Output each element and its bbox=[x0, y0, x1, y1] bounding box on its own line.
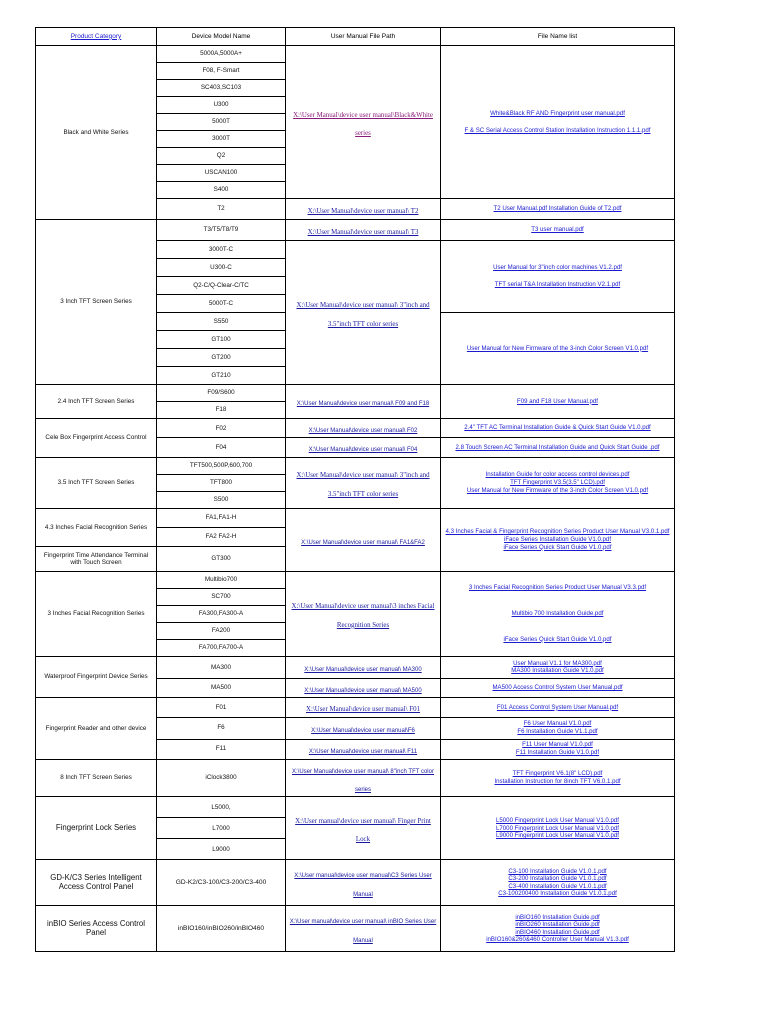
file-link[interactable]: inBIO260 Installation Guide.pdf bbox=[515, 921, 600, 929]
device-cell: F08, F-Smart bbox=[157, 63, 286, 80]
device-cell: GT100 bbox=[157, 331, 286, 349]
device-cell: GD-K2/C3-100/C3-200/C3-400 bbox=[157, 860, 286, 906]
path-link[interactable]: X:\User Manual\device user manual\ T2 bbox=[307, 207, 419, 215]
file-link[interactable]: F01 Access Control System User Manual.pdf bbox=[496, 703, 619, 711]
path-cell[interactable] bbox=[286, 698, 441, 717]
header-row bbox=[36, 28, 675, 46]
file-list-cell bbox=[441, 739, 675, 759]
device-cell: iClock3800 bbox=[157, 759, 286, 797]
header-device-model-name: Device Model Name bbox=[157, 28, 286, 46]
device-cell: Q2-C/Q-Clear-C/TC bbox=[157, 277, 286, 295]
category-cele-box: Cele Box Fingerprint Access Control bbox=[36, 419, 157, 458]
device-cell: Multibio700 bbox=[157, 571, 286, 588]
file-list-cell bbox=[441, 313, 675, 385]
device-cell: U300-C bbox=[157, 259, 286, 277]
file-list-cell bbox=[441, 759, 675, 797]
path-cell[interactable] bbox=[286, 860, 441, 906]
path-link[interactable]: X:\User Manual\device user manual\ 3"inch and 3.5"inch TFT color series bbox=[296, 472, 430, 498]
device-cell: USCAN100 bbox=[157, 165, 286, 182]
file-link[interactable]: F11 Installation Guide V1.0.pdf bbox=[515, 749, 600, 757]
device-cell: F01 bbox=[157, 698, 286, 717]
path-link[interactable]: X:\User Manual\device user manual\Black&White series bbox=[293, 111, 433, 137]
device-cell: L7000 bbox=[157, 818, 286, 839]
device-cell: F18 bbox=[157, 402, 286, 419]
category-fingerprint-lock: Fingerprint Lock Series bbox=[36, 797, 157, 860]
category-waterproof: Waterproof Fingerprint Device Series bbox=[36, 656, 157, 697]
device-cell: F09/S600 bbox=[157, 385, 286, 402]
path-cell[interactable] bbox=[286, 571, 441, 656]
file-list-cell bbox=[441, 438, 675, 457]
file-list-cell bbox=[441, 220, 675, 241]
file-link[interactable]: L5000 Fingerprint Lock User Manual V1.0.pdf bbox=[496, 816, 619, 824]
path-cell[interactable] bbox=[286, 241, 441, 385]
header-product-category[interactable]: Product Category bbox=[36, 28, 157, 46]
device-cell: S400 bbox=[157, 182, 286, 199]
device-cell: GT200 bbox=[157, 349, 286, 367]
device-cell: SC700 bbox=[157, 588, 286, 605]
file-link[interactable]: Installation Guide for color access control devices.pdf bbox=[485, 471, 630, 479]
path-cell[interactable] bbox=[286, 797, 441, 860]
category-3-inch-facial: 3 Inches Facial Recognition Series bbox=[36, 571, 157, 656]
category-3-inch-tft: 3 Inch TFT Screen Series bbox=[36, 220, 157, 385]
file-link[interactable]: 4.3 Inches Facial & Fingerprint Recognition Series Product User Manual V3.0.1.pdf bbox=[445, 528, 670, 536]
path-cell[interactable] bbox=[286, 508, 441, 571]
file-link[interactable]: MA500 Access Control System User Manual.pdf bbox=[492, 684, 623, 692]
file-list-cell bbox=[441, 46, 675, 199]
device-cell: TFT800 bbox=[157, 474, 286, 491]
file-list-cell bbox=[441, 241, 675, 313]
category-2-4-inch-tft: 2.4 Inch TFT Screen Series bbox=[36, 385, 157, 419]
file-link[interactable]: Installation Instruction for 8inch TFT V6.0.1.pdf bbox=[494, 777, 621, 785]
file-link[interactable]: inBIO160 Installation Guide.pdf bbox=[515, 913, 600, 921]
path-link[interactable]: X:\User manual\device user manual\C3 Series User Manual bbox=[294, 873, 432, 898]
device-cell: inBIO160/inBIO260/inBIO460 bbox=[157, 906, 286, 952]
file-list-cell bbox=[441, 656, 675, 678]
file-link[interactable]: White&Black RF AND Fingerprint user manual.pdf bbox=[490, 109, 625, 117]
path-link[interactable]: X:\User Manual\device user manual\ 3"inch and 3.5"inch TFT color series bbox=[296, 302, 430, 328]
file-link[interactable]: Multibio 700 Installation Guide.pdf bbox=[511, 609, 604, 617]
file-link[interactable]: F & SC Serial Access Control Station Installation Instruction 1.1.1.pdf bbox=[464, 126, 651, 134]
device-cell: FA300,FA300-A bbox=[157, 605, 286, 622]
device-cell: L9000 bbox=[157, 839, 286, 860]
device-cell: FA1,FA1-H bbox=[157, 508, 286, 527]
path-link[interactable]: X:\User Manual\device user manual\ F11 bbox=[308, 748, 418, 755]
header-user-manual-file-path: User Manual File Path bbox=[286, 28, 441, 46]
path-cell[interactable] bbox=[286, 457, 441, 508]
file-list-cell bbox=[441, 385, 675, 419]
file-list-cell bbox=[441, 797, 675, 860]
file-link[interactable]: inBIO460 Installation Guide.pdf bbox=[515, 928, 600, 936]
file-list-cell bbox=[441, 717, 675, 739]
device-cell: 5000A,5000A+ bbox=[157, 46, 286, 63]
file-link[interactable]: L9000 Fingerprint Lock User Manual V1.0.pdf bbox=[496, 832, 619, 840]
file-link[interactable]: L7000 Fingerprint Lock User Manual V1.0.pdf bbox=[496, 824, 619, 832]
file-link[interactable]: TFT serial T&A Installation Instruction V2.1.pdf bbox=[494, 281, 621, 288]
path-link[interactable]: X:\User Manual\device user manual\ F04 bbox=[308, 447, 418, 454]
category-inbio: inBIO Series Access Control Panel bbox=[36, 906, 157, 952]
file-link[interactable]: iFace Series Quick Start Guide V1.0.pdf bbox=[503, 543, 612, 551]
path-cell[interactable] bbox=[286, 46, 441, 199]
device-cell: L5000, bbox=[157, 797, 286, 818]
device-cell: Q2 bbox=[157, 148, 286, 165]
path-cell[interactable] bbox=[286, 759, 441, 797]
file-list-cell bbox=[441, 906, 675, 952]
file-link[interactable]: C3-200 Installation Guide V1.0.1.pdf bbox=[508, 875, 607, 883]
path-link[interactable]: X:\User manual\device user manual\ Finger Print Lock bbox=[295, 817, 431, 844]
device-cell: FA2 FA2-H bbox=[157, 527, 286, 546]
device-cell: TFT500,500P,600,700 bbox=[157, 457, 286, 474]
file-link[interactable]: T2 User Manual.pdf Installation Guide of T2.pdf bbox=[493, 205, 622, 213]
file-link[interactable]: F6 Installation Guide V1.1.pdf bbox=[517, 728, 598, 736]
file-link[interactable]: TFT Fingerprint V6.1(8" LCD).pdf bbox=[512, 770, 603, 778]
file-link[interactable]: 3 Inches Facial Recognition Series Product User Manual V3.3.pdf bbox=[468, 584, 647, 592]
file-link[interactable]: User Manual for 3"inch color machines V1.2.pdf bbox=[493, 264, 622, 272]
device-cell: FA700,FA700-A bbox=[157, 639, 286, 656]
file-link[interactable]: User Manual for New Firmware of the 3-inch Color Screen V1.0.pdf bbox=[466, 344, 649, 352]
path-cell[interactable] bbox=[286, 906, 441, 952]
path-cell[interactable] bbox=[286, 385, 441, 419]
device-cell: 5000T bbox=[157, 114, 286, 131]
file-link[interactable]: C3-100200400 Installation Guide V1.0.1.pdf bbox=[498, 890, 617, 898]
file-list-cell bbox=[441, 508, 675, 571]
device-cell: 3000T-C bbox=[157, 241, 286, 259]
device-cell: GT300 bbox=[157, 546, 286, 571]
path-link[interactable]: X:\User Manual\device user manual\ F09 and F18 bbox=[296, 401, 430, 408]
category-4-3-inch-facial: 4.3 Inches Facial Recognition Series bbox=[36, 508, 157, 546]
path-link[interactable]: X:\User Manual\device user manual\3 inches Facial Recognition Series bbox=[291, 603, 435, 629]
path-cell[interactable] bbox=[286, 739, 441, 759]
path-link[interactable]: X:\User Manual\device user manual\ T3 bbox=[307, 228, 419, 236]
category-gd-k-c3: GD-K/C3 Series Intelligent Access Control Panel bbox=[36, 860, 157, 906]
file-link[interactable]: iFace Series Quick Start Guide V1.0.pdf bbox=[503, 635, 612, 643]
device-cell: MA300 bbox=[157, 656, 286, 678]
file-list-cell bbox=[441, 419, 675, 438]
category-8-inch-tft: 8 Inch TFT Screen Series bbox=[36, 759, 157, 797]
path-cell[interactable] bbox=[286, 656, 441, 678]
file-link[interactable]: T3 user manual.pdf bbox=[531, 226, 584, 234]
file-link[interactable]: User Manual V1.1 for MA300.pdf bbox=[513, 659, 602, 667]
user-manual-index-table bbox=[35, 27, 675, 952]
file-link[interactable]: inBIO160&260&460 Controller User Manual V1.3.pdf bbox=[486, 936, 629, 944]
path-link[interactable]: X:\User Manual\device user manual\ F01 bbox=[305, 706, 421, 714]
device-cell: F04 bbox=[157, 438, 286, 457]
file-link[interactable]: iFace Series Installation Guide V1.0.pdf bbox=[503, 535, 612, 543]
device-cell: S500 bbox=[157, 491, 286, 508]
path-link[interactable]: X:\User Manual\device user manual\ 8"inch TFT color series bbox=[292, 768, 434, 793]
header-file-name-list: File Name list bbox=[441, 28, 675, 46]
path-cell[interactable] bbox=[286, 419, 441, 438]
file-link[interactable]: F09 and F18 User Manual.pdf bbox=[517, 397, 598, 405]
device-cell: S550 bbox=[157, 313, 286, 331]
path-link[interactable]: X:\User Manual\device user manual\ FA1&FA2 bbox=[301, 539, 425, 546]
path-cell[interactable] bbox=[286, 220, 441, 241]
path-link[interactable]: X:\User Manual\device user manual\F6 bbox=[311, 727, 415, 734]
device-cell: MA500 bbox=[157, 678, 286, 697]
file-list-cell bbox=[441, 698, 675, 717]
path-link[interactable]: X:\User Manual\device user manual\ F02 bbox=[308, 428, 418, 434]
file-link[interactable]: MA300 Installation Guide V1.0.pdf bbox=[511, 667, 604, 675]
file-link[interactable]: F11 User Manual V1.0.pdf bbox=[522, 741, 593, 749]
file-list-cell bbox=[441, 860, 675, 906]
category-fingerprint-reader: Fingerprint Reader and other device bbox=[36, 698, 157, 759]
path-cell[interactable] bbox=[286, 717, 441, 739]
file-link[interactable]: TFT Fingerprint V3.5(3.5" LCD).pdf bbox=[510, 478, 605, 486]
device-cell: F11 bbox=[157, 739, 286, 759]
device-cell: U300 bbox=[157, 97, 286, 114]
device-cell: T3/T5/T8/T9 bbox=[157, 220, 286, 241]
path-link[interactable]: X:\User Manual\device user manual\ MA300 bbox=[304, 667, 422, 674]
device-cell: 5000T-C bbox=[157, 295, 286, 313]
path-link[interactable]: X:\User Manual\device user manual\ MA500 bbox=[304, 687, 422, 694]
device-cell: GT210 bbox=[157, 367, 286, 385]
category-3-5-inch-tft: 3.5 Inch TFT Screen Series bbox=[36, 457, 157, 508]
category-black-white: Black and White Series bbox=[36, 46, 157, 220]
file-list-cell bbox=[441, 678, 675, 697]
file-list-cell bbox=[441, 199, 675, 220]
path-cell[interactable] bbox=[286, 199, 441, 220]
path-cell[interactable] bbox=[286, 438, 441, 457]
file-link[interactable]: F6 User Manual V1.0.pdf bbox=[523, 720, 592, 728]
device-cell: 3000T bbox=[157, 131, 286, 148]
category-gt300-touch-screen: Fingerprint Time Attendance Terminal with Touch Screen bbox=[36, 546, 157, 571]
file-list-cell bbox=[441, 571, 675, 656]
device-cell: FA200 bbox=[157, 622, 286, 639]
device-cell: F6 bbox=[157, 717, 286, 739]
file-link[interactable]: 2.4" TFT AC Terminal Installation Guide & Quick Start Guide V1.0.pdf bbox=[464, 424, 651, 432]
device-cell: SC403,SC103 bbox=[157, 80, 286, 97]
file-link[interactable]: C3-100 Installation Guide V1.0.1.pdf bbox=[508, 867, 607, 875]
file-link[interactable]: 2.8 Touch Screen AC Terminal Installation Guide and Quick Start Guide .pdf bbox=[455, 443, 660, 451]
device-cell: T2 bbox=[157, 199, 286, 220]
path-link[interactable]: X:\User manual\device user manual\ inBIO Series User Manual bbox=[289, 919, 437, 944]
file-link[interactable]: User Manual for New Firmware of the 3-inch Color Screen V1.0.pdf bbox=[466, 486, 649, 494]
device-cell: F02 bbox=[157, 419, 286, 438]
path-cell[interactable] bbox=[286, 678, 441, 697]
file-list-cell bbox=[441, 457, 675, 508]
file-link[interactable]: C3-400 Installation Guide V1.0.1.pdf bbox=[508, 882, 607, 890]
